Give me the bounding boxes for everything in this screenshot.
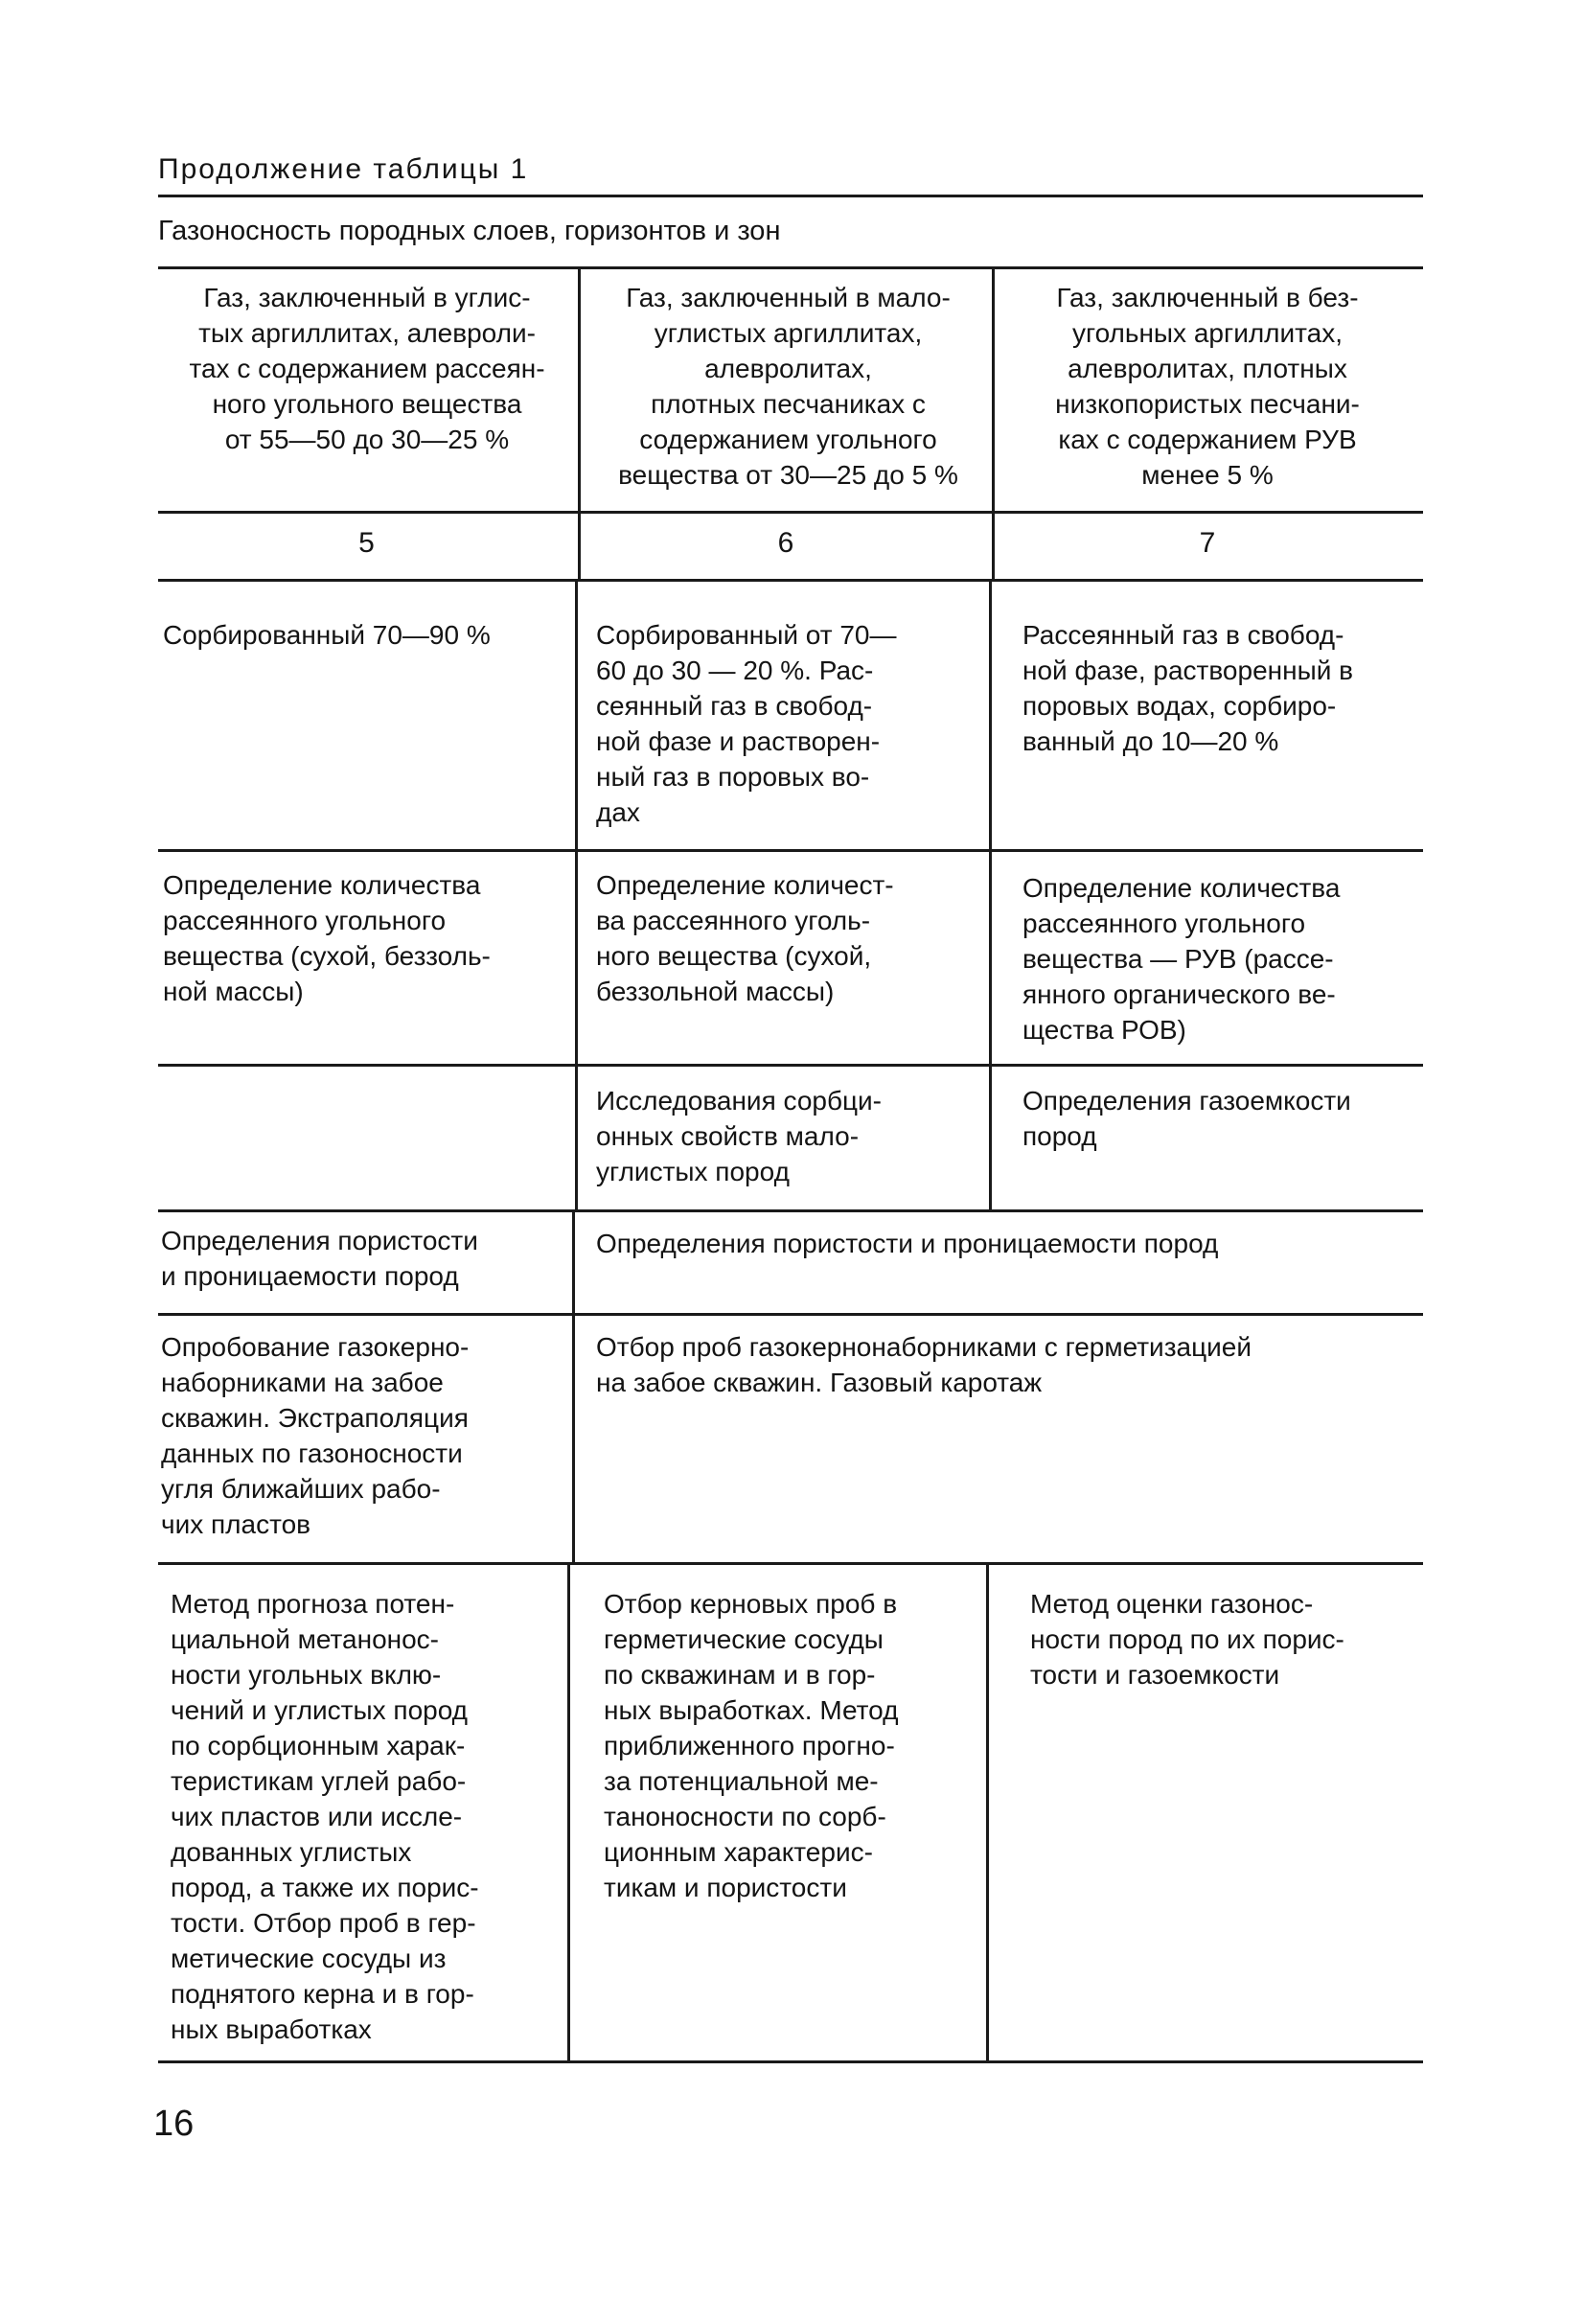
- table-subtitle: Газоносность породных слоев, горизонтов и зон: [158, 216, 781, 246]
- numbers-bottom-rule: [158, 579, 1423, 582]
- header-bottom-rule: [158, 511, 1423, 514]
- row3-bottom-rule: [158, 1209, 1423, 1212]
- row1-col5: Сорбированный 70—90 %: [163, 620, 491, 650]
- row5-bottom-rule: [158, 1562, 1423, 1565]
- row2-col6: Определение количест- ва рассеянного уголь- ного вещества (сухой, беззольной массы): [596, 870, 894, 1006]
- table-bottom-rule: [158, 2060, 1423, 2063]
- column-number-6: 6: [777, 527, 794, 559]
- caption-rule: [158, 195, 1423, 197]
- column-number-7: 7: [1199, 527, 1216, 559]
- row5-col5: Опробование газокерно- наборниками на забое скважин. Экстраполяция данных по газоносности угля ближайших рабо- чих пластов: [161, 1332, 470, 1539]
- table-caption: Продолжение таблицы 1: [158, 153, 529, 185]
- row3-col6: Исследования сорбци- онных свойств мало- углистых пород: [596, 1086, 883, 1186]
- header-col5: Газ, заключенный в углис- тых аргиллитах, алевроли- тах с содержанием рассеян- ного угольного вещества от 55—50 до 30—25 %: [189, 283, 545, 454]
- row6-col7: Метод оценки газонос- ности пород по их порис- тости и газоемкости: [1030, 1589, 1344, 1690]
- row2-col5: Определение количества рассеянного угольного вещества (сухой, беззоль- ной массы): [163, 870, 491, 1006]
- row1-col6: Сорбированный от 70— 60 до 30 — 20 %. Рас- сеянный газ в свобод- ной фазе и растворен- ный газ в поровых во- дах: [596, 620, 897, 827]
- vrule-header-left: [578, 268, 581, 582]
- row4-col67: Определения пористости и проницаемости пород: [596, 1229, 1219, 1258]
- vrule-merged-left: [572, 1209, 575, 1564]
- row3-col7: Определения газоемкости пород: [1022, 1086, 1351, 1151]
- column-number-5: 5: [358, 527, 375, 559]
- vrule-header-right: [992, 268, 995, 582]
- header-col6: Газ, заключенный в мало- углистых аргиллитах, алевролитах, плотных песчаниках с содержанием угольного вещества от 30—25 до 5 %: [618, 283, 958, 490]
- vrule-body-right: [989, 581, 992, 1209]
- row4-bottom-rule: [158, 1313, 1423, 1316]
- row1-col7: Рассеянный газ в свобод- ной фазе, растворенный в поровых водах, сорбиро- ванный до 10—20 %: [1022, 620, 1353, 756]
- vrule-body-left: [575, 581, 578, 1209]
- row2-bottom-rule: [158, 1064, 1423, 1067]
- vrule-bottom-right: [986, 1564, 989, 2062]
- row4-col5: Определения пористости и проницаемости пород: [161, 1226, 478, 1291]
- header-col7: Газ, заключенный в без- угольных аргиллитах, алевролитах, плотных низкопористых песчани- ках с содержанием РУВ менее 5 %: [1055, 283, 1360, 490]
- subtitle-rule: [158, 266, 1423, 269]
- page-number: 16: [153, 2104, 195, 2144]
- row6-col6: Отбор керновых проб в герметические сосуды по скважинам и в гор- ных выработках. Метод приближенного прогно- за потенциальной ме- таноносности по сорб- ционным характерис- тикам и пористости: [604, 1589, 899, 1902]
- row6-col5: Метод прогноза потен- циальной метанонос- ности угольных вклю- чений и углистых пород по сорбционным харак- теристикам углей рабо- чих пластов или иссле- дованных углистых пород, а также их порис- тости. Отбор проб в гер- метические сосуды из поднятого керна и в гор- ных выработках: [171, 1589, 479, 2044]
- row5-col67: Отбор проб газокернонаборниками с герметизацией на забое скважин. Газовый каротаж: [596, 1332, 1252, 1397]
- row2-col7: Определение количества рассеянного угольного вещества — РУВ (рассе- янного органического ве- щества РОВ): [1022, 873, 1341, 1045]
- vrule-bottom-left: [567, 1564, 570, 2062]
- row1-bottom-rule: [158, 849, 1423, 852]
